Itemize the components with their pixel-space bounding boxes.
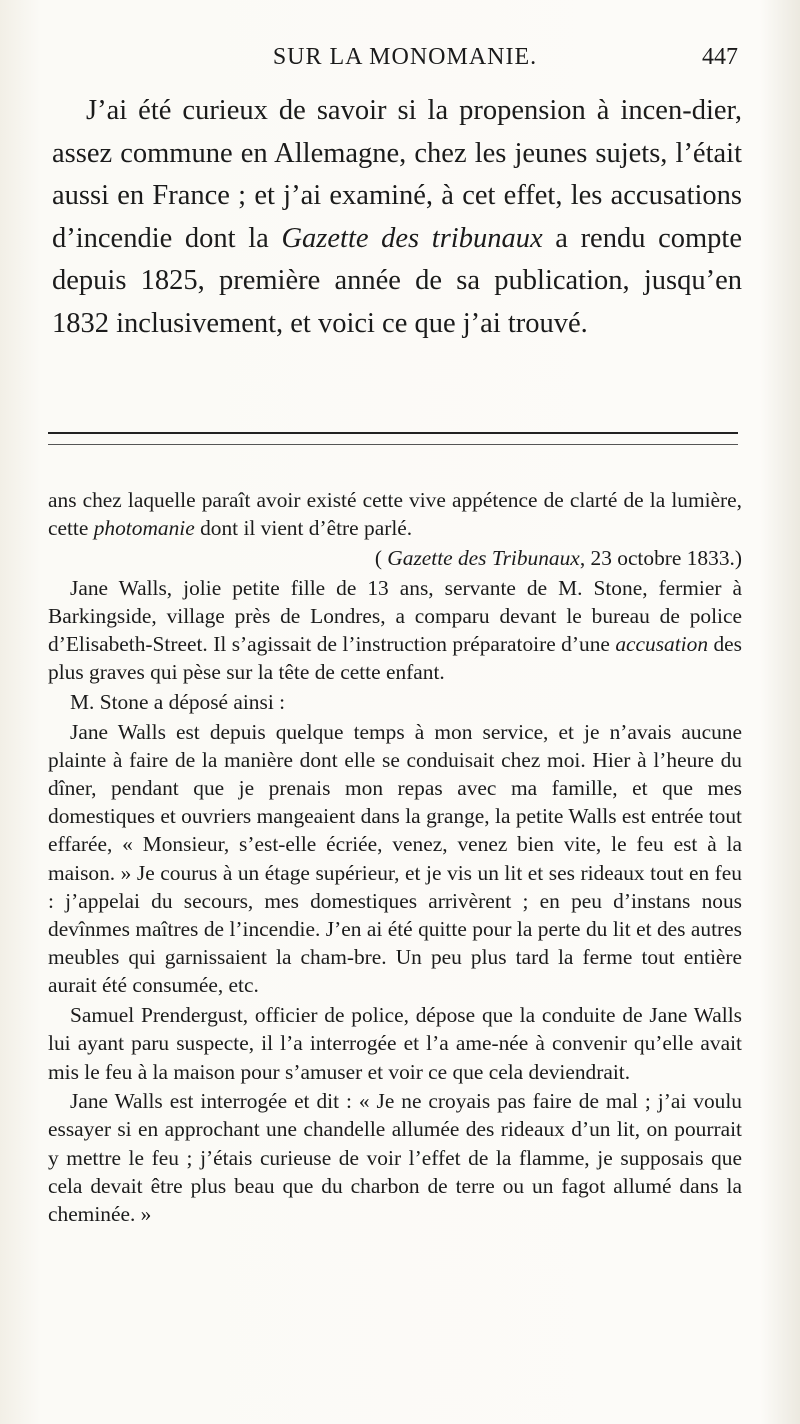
- main-text: [52, 90, 742, 345]
- footnote-source: ( Gazette des Tribunaux, 23 octobre 1833.): [374, 545, 742, 570]
- footnote-rule: [48, 432, 738, 434]
- footnote-paragraph-1: Jane Walls, jolie petite fille de 13 ans, servante de M. Stone, fermier à Barkingside, village près de Londres, a comparu devant le bureau de police d’Elisabeth-Street. Il s’agissait de l’instruction préparatoire d’une accusation des plus graves qui pèse sur la tête de cette enfant.: [48, 575, 742, 685]
- footnote-paragraph-3: Jane Walls est depuis quelque temps à mon service, et je n’avais aucune plainte à faire de la manière dont elle se conduisait chez moi. Hier à l’heure du dîner, pendant que je prenais mon repas avec ma famille, et que mes domestiques et ouvriers mangeaient dans la grange, la petite Walls est entrée tout effarée, « Monsieur, s’est-elle écriée, venez, venez bien vite, le feu est à la maison. » Je courus à un étage supérieur, et je vis un lit et ses rideaux tout en feu : j’appelai du secours, mes domestiques arrivèrent ; en peu d’instans nous devînmes maîtres de l’incendie. J’en ai été quitte pour la perte du lit et des autres meubles qui garnissaient la cham-bre. Un peu plus tard la ferme tout entière aurait été consumée, etc.: [48, 719, 742, 998]
- journal-title: Gazette des tribunaux: [281, 222, 543, 254]
- main-paragraph: J’ai été curieux de savoir si la propension à incen-dier, assez commune en Allemagne, chez les jeunes sujets, l’était aussi en France ; et j’ai examiné, à cet effet, les accusations d’incendie dont la Gazette des tribunaux a rendu compte depuis 1825, première année de sa publication, jusqu’en 1832 inclusivement, et voici ce que j’ai trouvé.: [52, 95, 742, 339]
- footnote-rule-thin: [48, 444, 738, 445]
- footnote-paragraph-5: Jane Walls est interrogée et dit : « Je ne croyais pas faire de mal ; j’ai voulu essayer si en approchant une chandelle allumée des rideaux d’un lit, on pourrait y mettre le feu ; j’étais curieuse de voir l’effet de la flamme, je supposais que cela devait être plus beau que du charbon de terre ou un fagot allumé dans la cheminée. »: [48, 1089, 742, 1227]
- page-header: [48, 44, 738, 71]
- footnote-text: [48, 486, 742, 1230]
- page-number: 447: [702, 44, 738, 70]
- running-title: SUR LA MONOMANIE.: [272, 44, 538, 70]
- footnote-opening: ans chez laquelle paraît avoir existé cette vive appétence de clarté de la lumière, cette photomanie dont il vient d’être parlé.: [48, 488, 742, 541]
- footnote-paragraph-2: M. Stone a déposé ainsi :: [70, 689, 286, 714]
- footnote-paragraph-4: Samuel Prendergust, officier de police, dépose que la conduite de Jane Walls lui ayant paru suspecte, il l’a interrogée et l’a ame-née à convenir qu’elle avait mis le feu à la maison pour s’amuser et voir ce que cela deviendrait.: [48, 1003, 742, 1084]
